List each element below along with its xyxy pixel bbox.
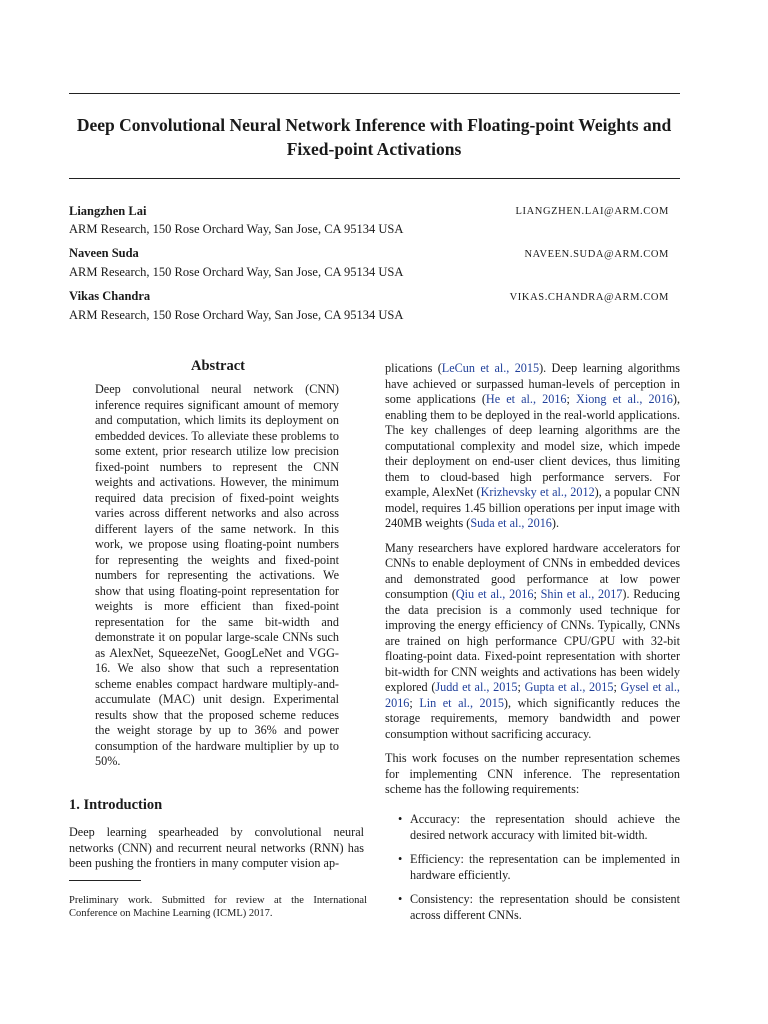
author-name-2: Naveen Suda xyxy=(69,246,139,260)
citation-link[interactable]: Shin et al., 2017 xyxy=(540,587,623,601)
citation-link[interactable]: He et al., 2016 xyxy=(485,392,567,406)
citation-link[interactable]: Lin et al., 2015 xyxy=(419,695,504,710)
author-affiliation-3: ARM Research, 150 Rose Orchard Way, San Jose, CA 95134 USA xyxy=(69,308,404,322)
paragraph-1: plications (LeCun et al., 2015). Deep learning algorithms have achieved or surpassed human-levels of perception in some applications (He et al., 2016; Xiong et al., 2016), enabling them to be deployed in the real-world applications. The key challenges of deep learning algorithms are the computational complexity and model size, which impede their deployment on end-user client devices, thus limiting them to cloud-based high performance servers. For example, AlexNet (Krizhevsky et al., 2012), a popular CNN model, requires 1.45 billion operations per input image with 240MB weights (Suda et al., 2016). xyxy=(385,361,680,530)
footnote-rule xyxy=(69,880,141,881)
paper-title: Deep Convolutional Neural Network Inference with Floating-point Weights and Fixed-point Activations xyxy=(76,115,672,159)
author-name-1: Liangzhen Lai xyxy=(69,204,147,218)
list-item: • Efficiency: the representation can be implemented in hardware efficiently. xyxy=(398,852,680,882)
top-rule xyxy=(69,93,680,94)
citation-link[interactable]: Judd et al., 2015 xyxy=(435,680,518,694)
author-email-2[interactable]: NAVEEN.SUDA@ARM.COM xyxy=(524,249,669,260)
citation-link[interactable]: Gupta et al., 2015 xyxy=(524,680,614,694)
author-affiliation-1: ARM Research, 150 Rose Orchard Way, San Jose, CA 95134 USA xyxy=(69,222,404,236)
abstract-heading: Abstract xyxy=(191,358,245,374)
requirements-list xyxy=(385,812,680,932)
list-item: • Consistency: the representation should be consistent across different CNNs. xyxy=(398,892,680,922)
citation-link[interactable]: Qiu et al., 2016 xyxy=(455,587,534,601)
right-column-text xyxy=(385,361,680,798)
citation-link[interactable]: Suda et al., 2016 xyxy=(470,516,552,530)
paragraph-3: This work focuses on the number representation schemes for implementing CNN inference. The representation scheme has the following requirements: xyxy=(385,751,680,796)
author-affiliation-2: ARM Research, 150 Rose Orchard Way, San Jose, CA 95134 USA xyxy=(69,265,404,279)
citation-link[interactable]: LeCun et al., 2015 xyxy=(441,361,540,375)
title-bottom-rule xyxy=(69,178,680,179)
citation-link[interactable]: Krizhevsky et al., 2012 xyxy=(480,485,595,499)
bullet-icon: • xyxy=(398,812,403,826)
bullet-icon: • xyxy=(398,892,403,906)
introduction-paragraph: Deep learning spearheaded by convolutional neural networks (CNN) and recurrent neural networks (RNN) has been pushing the frontiers in many computer vision ap- xyxy=(69,825,364,870)
bullet-icon: • xyxy=(398,852,403,866)
introduction-heading: 1. Introduction xyxy=(69,797,163,813)
list-item: • Accuracy: the representation should achieve the desired network accuracy with limited bit-width. xyxy=(398,812,680,842)
paragraph-2: Many researchers have explored hardware accelerators for CNNs to enable deployment of CNNs in embedded devices and demonstrated good performance at low power consumption (Qiu et al., 2016; Shin et al., 2017). Reducing the data precision is a commonly used technique for improving the energy efficiency of CNNs. Typically, CNNs are trained on high performance CPU/GPU with 32-bit floating-point data. Fixed-point representation with shorter bit-width for CNN weights and activations has been widely explored (Judd et al., 2015; Gupta et al., 2015; Gysel et al., 2016; Lin et al., 2015), which significantly reduces the storage requirements, memory bandwidth and power consumption without sacrificing accuracy. xyxy=(385,540,681,741)
citation-link[interactable]: Gysel et al., 2016 xyxy=(385,680,680,710)
author-email-1[interactable]: LIANGZHEN.LAI@ARM.COM xyxy=(515,206,669,217)
footnote: Preliminary work. Submitted for review at the International Conference on Machine Learning (ICML) 2017. xyxy=(69,895,367,919)
citation-link[interactable]: Xiong et al., 2016 xyxy=(576,392,673,406)
author-name-3: Vikas Chandra xyxy=(69,289,151,303)
abstract-text: Deep convolutional neural network (CNN) inference requires significant amount of memory and computation, which limits its deployment on embedded devices. To alleviate these problems to some extent, prior research utilize low precision fixed-point numbers to represent the CNN weights and activations. However, the minimum required data precision of fixed-point weights varies across different networks and also across different layers of the same network. In this work, we propose using floating-point numbers for representing the weights and fixed-point numbers for representing the activations. We show that using floating-point representation for weights is more efficient than fixed-point representation for the same bit-width and demonstrate it on popular large-scale CNNs such as AlexNet, SqueezeNet, GoogLeNet and VGG-16. We also show that such a representation scheme enables compact hardware multiply-and-accumulate (MAC) unit design. Experimental results show that the proposed scheme reduces the weight storage by up to 36% and power consumption of the hardware multiplier by up to 50%. xyxy=(95,382,339,768)
author-email-3[interactable]: VIKAS.CHANDRA@ARM.COM xyxy=(509,292,669,303)
